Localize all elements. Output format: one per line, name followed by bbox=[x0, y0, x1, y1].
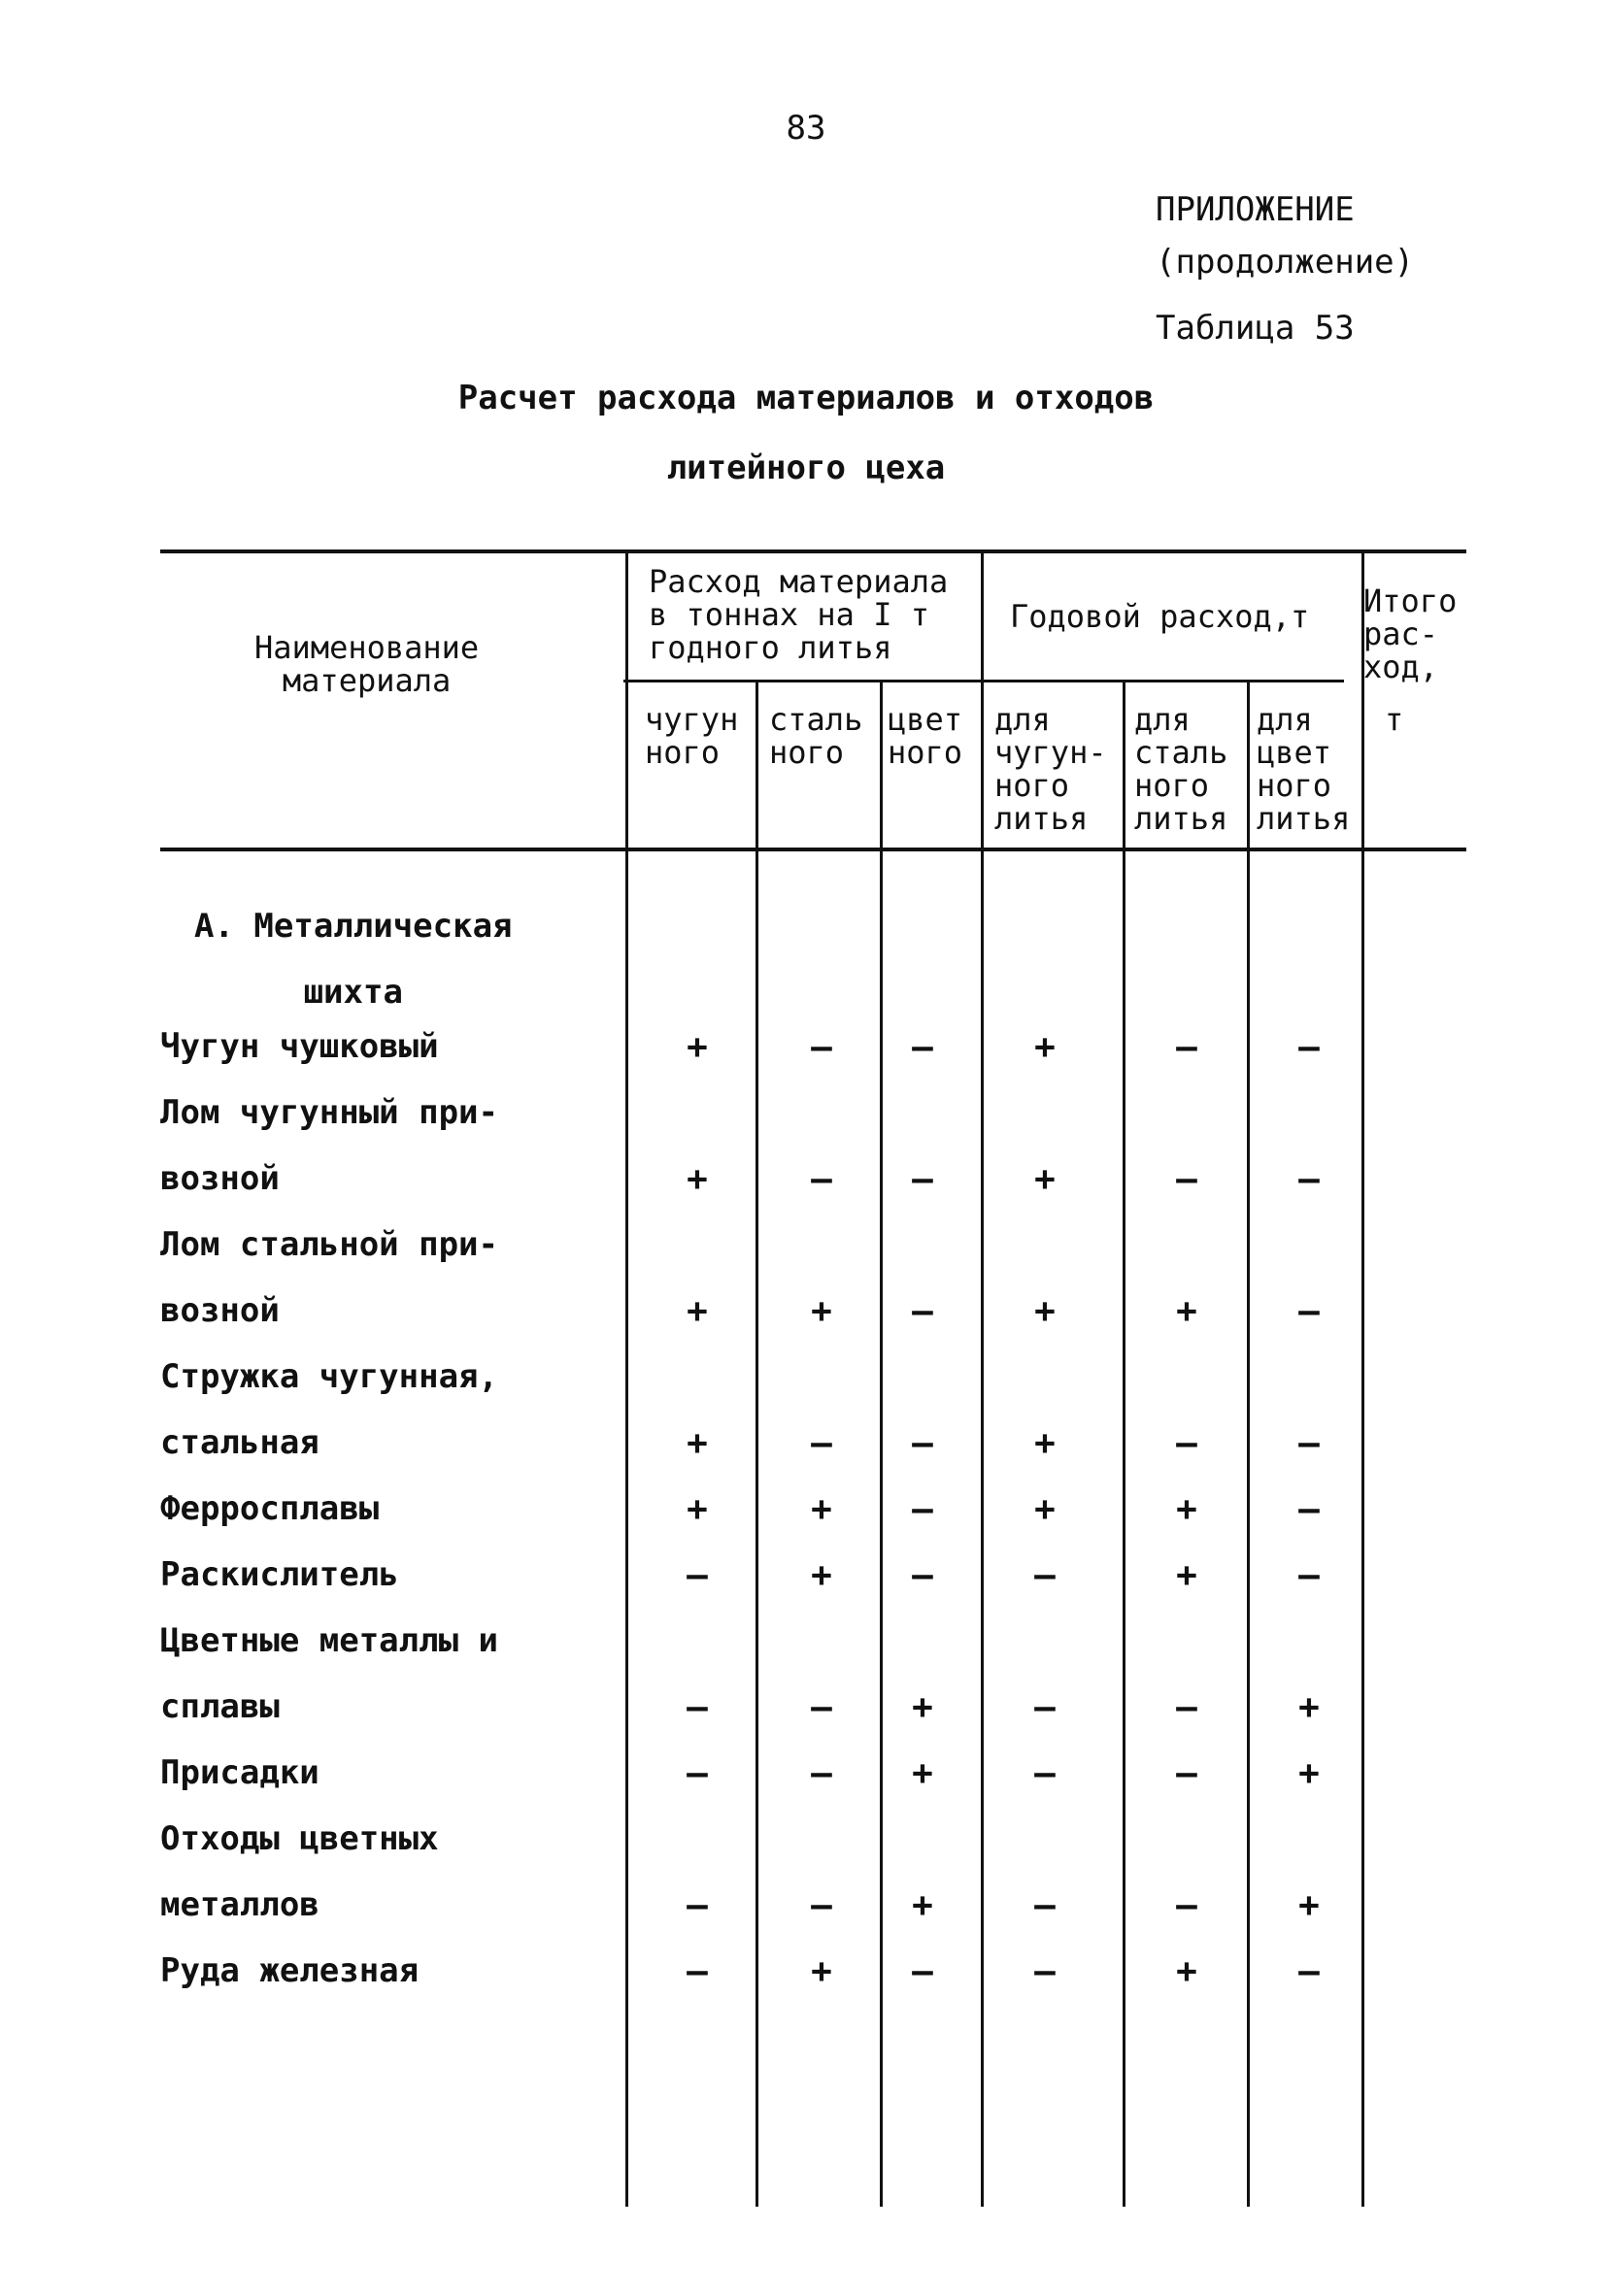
row-mark: + bbox=[1034, 1489, 1056, 1529]
row-mark: + bbox=[1176, 1291, 1197, 1331]
row-mark: – bbox=[687, 1687, 708, 1727]
row-mark: – bbox=[811, 1423, 832, 1463]
row-mark: – bbox=[912, 1291, 933, 1331]
row-mark: + bbox=[912, 1687, 933, 1727]
row-mark: – bbox=[1034, 1555, 1056, 1595]
row-mark: – bbox=[1176, 1027, 1197, 1067]
row-mark: – bbox=[1298, 1555, 1320, 1595]
row-mark: + bbox=[811, 1555, 832, 1595]
row-mark: – bbox=[1034, 1687, 1056, 1727]
header-bottom-rule bbox=[160, 848, 1466, 851]
row-label: Раскислитель bbox=[160, 1555, 399, 1594]
row-mark: + bbox=[1176, 1555, 1197, 1595]
group1-rule bbox=[623, 680, 983, 682]
row-mark: + bbox=[687, 1423, 708, 1463]
col-divider-3 bbox=[880, 682, 883, 2207]
row-mark: + bbox=[1034, 1159, 1056, 1199]
table-title-line1: Расчет расхода материалов и отходов bbox=[457, 379, 1155, 417]
row-mark: – bbox=[687, 1885, 708, 1925]
row-mark: + bbox=[811, 1951, 832, 1991]
table-title-line2: литейного цеха bbox=[666, 449, 946, 487]
row-mark: + bbox=[687, 1159, 708, 1199]
col-divider-6 bbox=[1247, 682, 1250, 2207]
row-mark: – bbox=[1176, 1159, 1197, 1199]
section-heading: А. Металлическая шихта bbox=[194, 907, 513, 1012]
row-mark: – bbox=[1034, 1753, 1056, 1793]
row-label: Чугун чушковый bbox=[160, 1027, 439, 1066]
row-mark: – bbox=[912, 1489, 933, 1529]
row-mark: – bbox=[1298, 1027, 1320, 1067]
row-mark: – bbox=[687, 1555, 708, 1595]
row-mark: – bbox=[1298, 1291, 1320, 1331]
row-label: Отходы цветных bbox=[160, 1819, 439, 1858]
row-mark: – bbox=[1034, 1885, 1056, 1925]
row-mark: + bbox=[687, 1027, 708, 1067]
col-divider-1 bbox=[625, 551, 628, 2207]
row-label: Лом чугунный при- bbox=[160, 1093, 498, 1132]
row-mark: – bbox=[811, 1753, 832, 1793]
row-mark: – bbox=[687, 1951, 708, 1991]
row-mark: – bbox=[1298, 1423, 1320, 1463]
row-label-continuation: возной bbox=[160, 1291, 280, 1330]
header-group2: Годовой расход,т bbox=[1010, 598, 1310, 635]
col-divider-4 bbox=[981, 551, 984, 2207]
row-mark: + bbox=[811, 1291, 832, 1331]
row-mark: – bbox=[912, 1159, 933, 1199]
row-label: Лом стальной при- bbox=[160, 1225, 498, 1264]
row-mark: – bbox=[912, 1027, 933, 1067]
header-group1: Расход материала в тоннах на I т годного литья bbox=[649, 563, 949, 666]
row-mark: – bbox=[687, 1753, 708, 1793]
row-mark: – bbox=[1176, 1423, 1197, 1463]
row-mark: + bbox=[912, 1753, 933, 1793]
row-label: Стружка чугунная, bbox=[160, 1357, 498, 1396]
header-total-unit: т bbox=[1385, 701, 1404, 738]
group2-rule bbox=[983, 680, 1344, 682]
row-mark: + bbox=[811, 1489, 832, 1529]
row-mark: – bbox=[912, 1555, 933, 1595]
row-mark: + bbox=[1298, 1753, 1320, 1793]
subheader-steel: сталь ного bbox=[769, 701, 863, 771]
row-mark: – bbox=[1298, 1489, 1320, 1529]
row-mark: + bbox=[1034, 1423, 1056, 1463]
appendix-label: ПРИЛОЖЕНИЕ bbox=[1156, 190, 1355, 229]
row-mark: + bbox=[1034, 1027, 1056, 1067]
row-label-continuation: сплавы bbox=[160, 1687, 280, 1726]
row-mark: – bbox=[1298, 1951, 1320, 1991]
row-mark: + bbox=[912, 1885, 933, 1925]
row-label-continuation: металлов bbox=[160, 1885, 319, 1924]
row-label: Присадки bbox=[160, 1753, 319, 1792]
subheader-annual-nonferrous: для цвет ного литья bbox=[1257, 701, 1351, 837]
row-label: Руда железная bbox=[160, 1951, 420, 1990]
subheader-cast-iron: чугун ного bbox=[645, 701, 739, 771]
row-mark: – bbox=[912, 1951, 933, 1991]
row-mark: – bbox=[811, 1885, 832, 1925]
row-mark: – bbox=[912, 1423, 933, 1463]
row-mark: – bbox=[1034, 1951, 1056, 1991]
header-name-col: Наименование материала bbox=[254, 629, 480, 699]
row-mark: – bbox=[811, 1027, 832, 1067]
row-mark: – bbox=[1176, 1885, 1197, 1925]
page-number: 83 bbox=[786, 109, 826, 148]
row-mark: – bbox=[811, 1159, 832, 1199]
row-mark: – bbox=[1176, 1753, 1197, 1793]
col-divider-7 bbox=[1361, 551, 1364, 2207]
row-label-continuation: стальная bbox=[160, 1423, 319, 1462]
row-mark: + bbox=[1176, 1951, 1197, 1991]
col-divider-2 bbox=[756, 682, 758, 2207]
row-label: Цветные металлы и bbox=[160, 1621, 498, 1660]
row-mark: + bbox=[1034, 1291, 1056, 1331]
row-label-continuation: возной bbox=[160, 1159, 280, 1198]
row-mark: – bbox=[1176, 1687, 1197, 1727]
continuation-label: (продолжение) bbox=[1156, 243, 1415, 282]
row-mark: + bbox=[1298, 1885, 1320, 1925]
table-top-rule bbox=[160, 549, 1466, 553]
row-mark: + bbox=[1298, 1687, 1320, 1727]
subheader-annual-steel: для сталь ного литья bbox=[1134, 701, 1228, 837]
row-mark: + bbox=[1176, 1489, 1197, 1529]
subheader-nonferrous: цвет ного bbox=[888, 701, 963, 771]
row-mark: – bbox=[811, 1687, 832, 1727]
col-divider-5 bbox=[1123, 682, 1125, 2207]
row-mark: + bbox=[687, 1291, 708, 1331]
header-total: Итого рас- ход, bbox=[1363, 582, 1458, 685]
row-label: Ферросплавы bbox=[160, 1489, 380, 1528]
row-mark: + bbox=[687, 1489, 708, 1529]
table-label: Таблица 53 bbox=[1156, 309, 1355, 348]
row-mark: – bbox=[1298, 1159, 1320, 1199]
subheader-annual-cast-iron: для чугун- ного литья bbox=[994, 701, 1107, 837]
